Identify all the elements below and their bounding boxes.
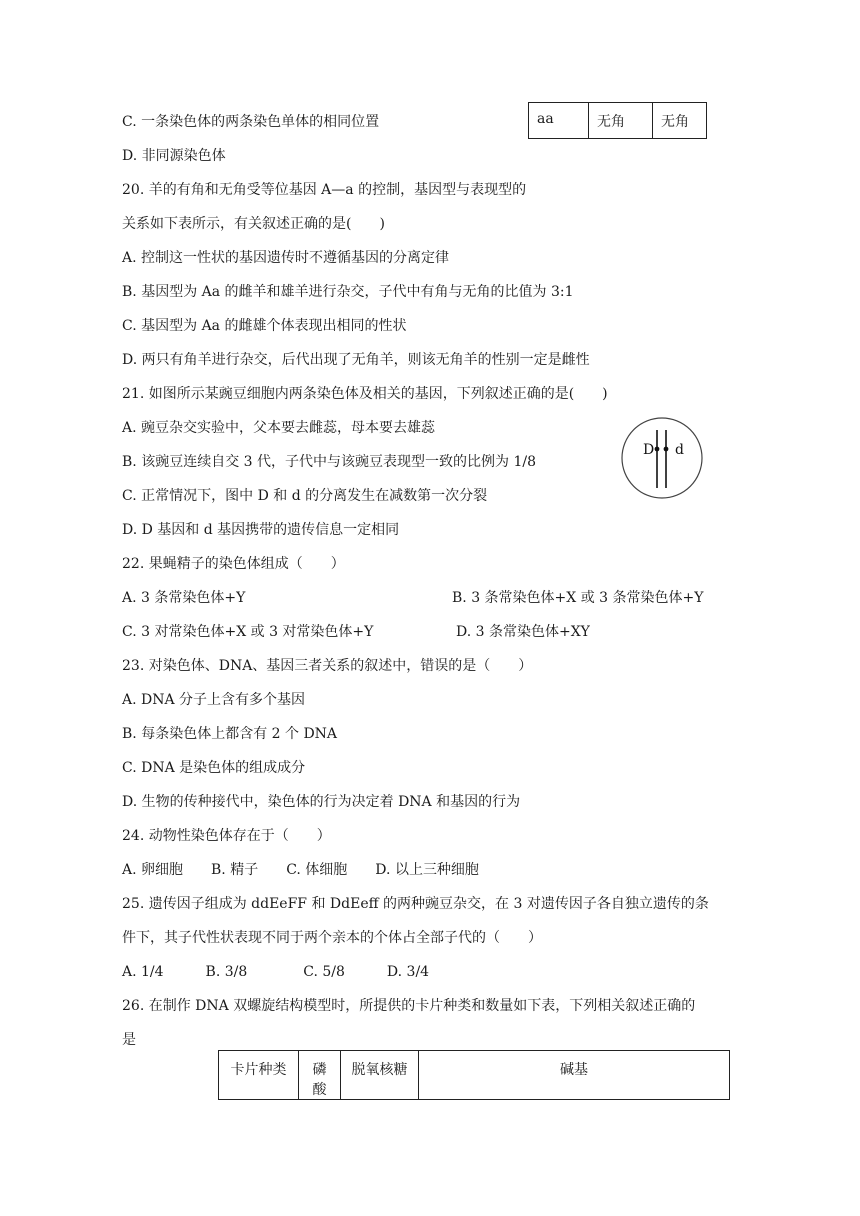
question-25: 25. 遗传因子组成为 ddEeFF 和 DdEeff 的两种豌豆杂交，在 3 对遗传因子各自独立遗传的条 bbox=[122, 896, 709, 912]
question-25-cont: 件下，其子代性状表现不同于两个亲本的个体占全部子代的（ ） bbox=[122, 930, 542, 946]
gene-label-left: D bbox=[643, 442, 655, 458]
option-b-q22: B. 3 条常染色体+X 或 3 条常染色体+Y bbox=[452, 590, 704, 606]
option-d-q23: D. 生物的传种接代中，染色体的行为决定着 DNA 和基因的行为 bbox=[122, 794, 521, 810]
table-row bbox=[529, 103, 707, 139]
question-20: 20. 羊的有角和无角受等位基因 A—a 的控制，基因型与表现型的 bbox=[122, 182, 527, 198]
question-21: 21. 如图所示某豌豆细胞内两条染色体及相关的基因，下列叙述正确的是( ) bbox=[122, 386, 608, 402]
table-row bbox=[219, 1051, 730, 1100]
genotype-cell: aa bbox=[529, 103, 589, 139]
option-a-q23: A. DNA 分子上含有多个基因 bbox=[122, 692, 306, 708]
option-b-q23: B. 每条染色体上都含有 2 个 DNA bbox=[122, 726, 338, 742]
option-d-q22: D. 3 条常染色体+XY bbox=[456, 624, 590, 640]
question-26: 26. 在制作 DNA 双螺旋结构模型时，所提供的卡片种类和数量如下表，下列相关叙述正确的 bbox=[122, 998, 696, 1014]
question-24: 24. 动物性染色体存在于（ ） bbox=[122, 828, 331, 844]
question-22: 22. 果蝇精子的染色体组成（ ） bbox=[122, 556, 345, 572]
options-q25: A. 1/4 B. 3/8 C. 5/8 D. 3/4 bbox=[122, 964, 430, 980]
option-c-q19: C. 一条染色体的两条染色单体的相同位置 bbox=[122, 114, 380, 130]
option-d-q21: D. D 基因和 d 基因携带的遗传信息一定相同 bbox=[122, 522, 400, 538]
option-a-q22: A. 3 条常染色体+Y bbox=[122, 590, 246, 606]
chromosome-figure bbox=[620, 416, 704, 500]
option-a-q21: A. 豌豆杂交实验中，父本要去雌蕊，母本要去雄蕊 bbox=[122, 420, 436, 436]
question-26-cont: 是 bbox=[122, 1032, 136, 1048]
option-b-q21: B. 该豌豆连续自交 3 代，子代中与该豌豆表现型一致的比例为 1/8 bbox=[122, 454, 536, 470]
genotype-table bbox=[528, 102, 707, 139]
card-table bbox=[218, 1050, 730, 1100]
gene-label-right: d bbox=[675, 442, 684, 458]
header-card-type: 卡片种类 bbox=[219, 1051, 299, 1100]
option-c-q21: C. 正常情况下，图中 D 和 d 的分离发生在减数第一次分裂 bbox=[122, 488, 488, 504]
question-23: 23. 对染色体、DNA、基因三者关系的叙述中，错误的是（ ） bbox=[122, 658, 533, 674]
question-20-cont: 关系如下表所示，有关叙述正确的是( ) bbox=[122, 216, 385, 232]
option-d-q19: D. 非同源染色体 bbox=[122, 148, 226, 164]
option-c-q20: C. 基因型为 Aa 的雌雄个体表现出相同的性状 bbox=[122, 318, 407, 334]
phenotype-cell: 无角 bbox=[653, 103, 707, 139]
option-c-q22: C. 3 对常染色体+X 或 3 对常染色体+Y bbox=[122, 624, 374, 640]
option-c-q23: C. DNA 是染色体的组成成分 bbox=[122, 760, 306, 776]
options-q24: A. 卵细胞 B. 精子 C. 体细胞 D. 以上三种细胞 bbox=[122, 862, 479, 878]
option-a-q20: A. 控制这一性状的基因遗传时不遵循基因的分离定律 bbox=[122, 250, 450, 266]
header-base: 碱基 bbox=[419, 1051, 730, 1100]
option-d-q20: D. 两只有角羊进行杂交，后代出现了无角羊，则该无角羊的性别一定是雌性 bbox=[122, 352, 590, 368]
phenotype-cell: 无角 bbox=[589, 103, 653, 139]
header-deoxyribose: 脱氧核糖 bbox=[341, 1051, 419, 1100]
option-b-q20: B. 基因型为 Aa 的雌羊和雄羊进行杂交，子代中有角与无角的比值为 3:1 bbox=[122, 284, 574, 300]
header-phosphate: 磷酸 bbox=[299, 1051, 341, 1100]
